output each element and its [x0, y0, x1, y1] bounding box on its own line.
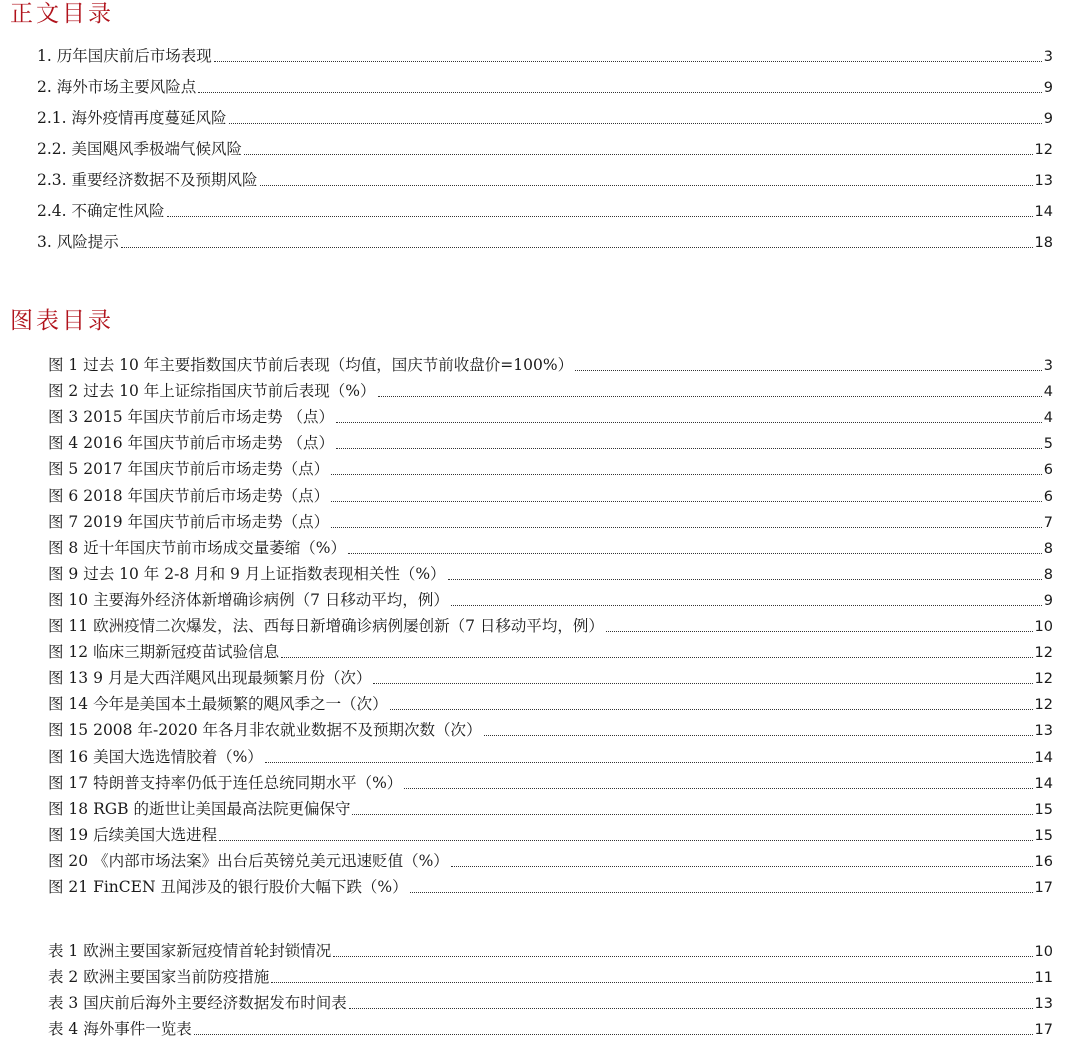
- figure-entry-label: 图 10 主要海外经济体新增确诊病例（7 日移动平均，例）: [48, 590, 449, 609]
- table-entry-label: 表 1 欧洲主要国家新冠疫情首轮封锁情况: [48, 942, 332, 960]
- toc-entry-label: 3. 风险提示: [37, 233, 119, 251]
- toc-entry-label: 2.4. 不确定性风险: [37, 202, 165, 220]
- dot-leader: [378, 395, 1042, 397]
- figure-entry[interactable]: [48, 563, 1053, 585]
- dot-leader: [348, 552, 1042, 554]
- dot-leader: [281, 656, 1032, 658]
- dot-leader: [331, 526, 1042, 528]
- figure-entry-label: 图 15 2008 年-2020 年各月非农就业数据不及预期次数（次）: [48, 721, 482, 740]
- toc-entry-label: 2. 海外市场主要风险点: [37, 78, 197, 96]
- figure-entry[interactable]: [48, 641, 1053, 663]
- figure-entry-page-number: 15: [1034, 801, 1053, 818]
- dot-leader: [331, 500, 1042, 502]
- dot-leader: [229, 122, 1042, 124]
- toc-entry[interactable]: [37, 200, 1053, 222]
- figure-entry-label: 图 19 后续美国大选进程: [48, 825, 218, 844]
- table-entry-label: 表 3 国庆前后海外主要经济数据发布时间表: [48, 994, 347, 1013]
- figure-entry[interactable]: [48, 458, 1053, 480]
- figure-entry-label: 图 20 《内部市场法案》出台后英镑兑美元迅速贬值（%）: [48, 851, 449, 870]
- toc-entry[interactable]: [37, 45, 1053, 67]
- table-entry-page-number: 17: [1034, 1022, 1053, 1039]
- table-entry-page-number: 13: [1034, 996, 1053, 1013]
- figure-entry-page-number: 8: [1043, 540, 1053, 557]
- table-entry[interactable]: [48, 940, 1053, 962]
- figure-entry-page-number: 14: [1034, 775, 1053, 792]
- figure-entry-label: 图 17 特朗普支持率仍低于连任总统同期水平（%）: [48, 773, 403, 792]
- toc-entry-label: 2.1. 海外疫情再度蔓延风险: [37, 109, 227, 127]
- toc-entry-label: 2.2. 美国飓风季极端气候风险: [37, 140, 243, 158]
- figure-entry[interactable]: [48, 876, 1053, 898]
- figure-entry[interactable]: [48, 746, 1053, 768]
- figure-entry-label: 图 12 临床三期新冠疫苗试验信息: [48, 643, 280, 662]
- figure-entry-page-number: 9: [1043, 592, 1053, 609]
- figure-entry[interactable]: [48, 667, 1053, 689]
- dot-leader: [373, 682, 1032, 684]
- toc-entry-label: 2.3. 重要经济数据不及预期风险: [37, 171, 258, 189]
- toc-entry[interactable]: [37, 138, 1053, 160]
- figure-entry-label: 图 3 2015 年国庆节前后市场走势 （点）: [48, 408, 335, 427]
- figure-entry[interactable]: [48, 354, 1053, 376]
- table-entry-label: 表 4 海外事件一览表: [48, 1020, 192, 1039]
- dot-leader: [244, 153, 1033, 155]
- dot-leader: [575, 369, 1042, 371]
- dot-leader: [198, 91, 1042, 93]
- dot-leader: [451, 604, 1042, 606]
- figure-entry-page-number: 8: [1043, 566, 1053, 583]
- table-entry-label: 表 2 欧洲主要国家当前防疫措施: [48, 968, 270, 987]
- dot-leader: [260, 184, 1033, 186]
- figure-entry-label: 图 4 2016 年国庆节前后市场走势 （点）: [48, 434, 335, 453]
- dot-leader: [271, 981, 1032, 983]
- toc-entry-label: 1. 历年国庆前后市场表现: [37, 47, 212, 65]
- dot-leader: [336, 421, 1042, 423]
- figure-entry[interactable]: [48, 485, 1053, 507]
- figure-entry-label: 图 11 欧洲疫情二次爆发，法、西每日新增确诊病例屡创新（7 日移动平均，例）: [48, 617, 604, 635]
- figure-entry-label: 图 2 过去 10 年上证综指国庆节前后表现（%）: [48, 382, 376, 401]
- toc-entry[interactable]: [37, 169, 1053, 191]
- figure-entry-page-number: 17: [1034, 880, 1053, 896]
- toc-entry-page-number: 9: [1043, 111, 1053, 127]
- figure-entry-page-number: 3: [1043, 358, 1053, 374]
- figure-entry-page-number: 12: [1034, 671, 1053, 688]
- figure-entry[interactable]: [48, 615, 1053, 637]
- toc-entry[interactable]: [37, 107, 1053, 129]
- toc-entry-page-number: 9: [1043, 80, 1053, 96]
- toc-entry[interactable]: [37, 76, 1053, 98]
- figure-entry-label: 图 1 过去 10 年主要指数国庆节前后表现（均值，国庆节前收盘价=100%）: [48, 356, 574, 374]
- figure-entry[interactable]: [48, 589, 1053, 611]
- figure-entry[interactable]: [48, 850, 1053, 872]
- toc-entry-page-number: 12: [1034, 142, 1053, 158]
- figure-entry[interactable]: [48, 798, 1053, 820]
- dot-leader: [606, 630, 1033, 632]
- toc-entry-page-number: 18: [1034, 235, 1053, 251]
- figure-entry-label: 图 8 近十年国庆节前市场成交量萎缩（%）: [48, 538, 346, 557]
- dot-leader: [352, 813, 1032, 815]
- figure-entry-label: 图 21 FinCEN 丑闻涉及的银行股价大幅下跌（%）: [48, 878, 408, 896]
- figure-entry-page-number: 16: [1034, 853, 1053, 870]
- dot-leader: [451, 865, 1033, 867]
- table-entry[interactable]: [48, 966, 1053, 988]
- dot-leader: [214, 60, 1042, 62]
- figure-entry[interactable]: [48, 772, 1053, 794]
- table-entry-page-number: 10: [1034, 944, 1053, 960]
- toc-heading: 正文目录: [10, 1, 114, 27]
- figure-entry-page-number: 13: [1034, 723, 1053, 740]
- figure-entry-page-number: 4: [1043, 410, 1053, 427]
- toc-entry-page-number: 14: [1034, 204, 1053, 220]
- figure-entry-page-number: 5: [1043, 436, 1053, 453]
- figure-entry-page-number: 14: [1034, 749, 1053, 766]
- dot-leader: [121, 246, 1033, 248]
- figure-entry[interactable]: [48, 537, 1053, 559]
- figure-entry-page-number: 7: [1043, 514, 1053, 531]
- table-entry[interactable]: [48, 1018, 1053, 1040]
- dot-leader: [390, 708, 1033, 710]
- figure-entry[interactable]: [48, 511, 1053, 533]
- figure-entry-label: 图 5 2017 年国庆节前后市场走势（点）: [48, 460, 330, 479]
- figure-entry-page-number: 12: [1034, 645, 1053, 662]
- figure-entry[interactable]: [48, 380, 1053, 402]
- figure-entry-label: 图 14 今年是美国本土最频繁的飓风季之一（次）: [48, 695, 388, 714]
- toc-entry-page-number: 3: [1043, 49, 1053, 65]
- dot-leader: [484, 734, 1033, 736]
- figure-entry-page-number: 4: [1043, 384, 1053, 401]
- figure-entry-page-number: 15: [1034, 827, 1053, 844]
- figure-entry-page-number: 6: [1043, 462, 1053, 479]
- dot-leader: [331, 473, 1042, 475]
- figure-entry-label: 图 6 2018 年国庆节前后市场走势（点）: [48, 486, 330, 505]
- dot-leader: [404, 787, 1032, 789]
- table-entry-page-number: 11: [1034, 970, 1053, 987]
- figure-entry[interactable]: [48, 693, 1053, 715]
- toc-entry-page-number: 13: [1034, 173, 1053, 189]
- figure-entry-page-number: 12: [1034, 697, 1053, 714]
- toc-entry[interactable]: [37, 231, 1053, 253]
- dot-leader: [333, 955, 1032, 957]
- dot-leader: [219, 839, 1032, 841]
- figure-entry[interactable]: [48, 719, 1053, 741]
- figure-entry-label: 图 16 美国大选选情胶着（%）: [48, 747, 263, 766]
- dot-leader: [265, 761, 1033, 763]
- dot-leader: [448, 578, 1042, 580]
- table-entry[interactable]: [48, 992, 1053, 1014]
- figure-entry-label: 图 7 2019 年国庆节前后市场走势（点）: [48, 512, 330, 531]
- figure-entry-label: 图 9 过去 10 年 2-8 月和 9 月上证指数表现相关性（%）: [48, 564, 446, 583]
- figure-entry-label: 图 13 9 月是大西洋飓风出现最频繁月份（次）: [48, 669, 372, 688]
- dot-leader: [336, 447, 1042, 449]
- dot-leader: [349, 1007, 1033, 1009]
- figure-entry-page-number: 10: [1034, 619, 1053, 635]
- figure-entry[interactable]: [48, 406, 1053, 428]
- dot-leader: [410, 891, 1033, 893]
- figure-entry-label: 图 18 RGB 的逝世让美国最高法院更偏保守: [48, 799, 351, 818]
- figure-entry[interactable]: [48, 824, 1053, 846]
- figure-entry-page-number: 6: [1043, 488, 1053, 505]
- dot-leader: [194, 1033, 1033, 1035]
- dot-leader: [167, 215, 1033, 217]
- figure-entry[interactable]: [48, 432, 1053, 454]
- figures-heading: 图表目录: [10, 308, 114, 334]
